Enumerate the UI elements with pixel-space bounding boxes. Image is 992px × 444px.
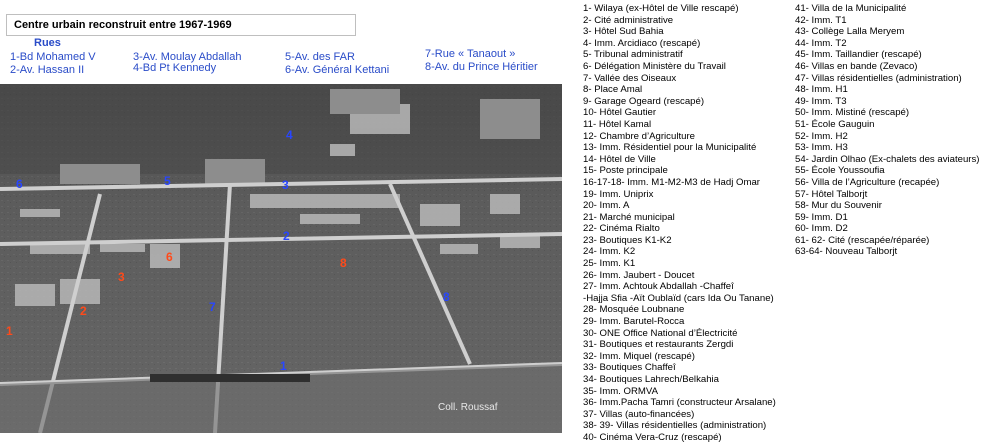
street-marker-1: 1	[280, 359, 287, 373]
street-marker-4: 4	[286, 128, 293, 142]
legend-item: 5- Tribunal administratif	[583, 49, 683, 61]
street-2: 2-Av. Hassan II	[10, 64, 85, 76]
legend-item: 31- Boutiques et restaurants Zergdi	[583, 339, 734, 351]
legend-item: 41- Villa de la Municipalité	[795, 3, 907, 14]
legend-item: 2- Cité administrative	[583, 14, 674, 26]
street-marker-8: 8	[443, 290, 450, 304]
marker-wilaya: 1	[6, 324, 13, 338]
legend-item: 55- École Youssoufia	[795, 165, 885, 177]
legend-item: 60- Imm. D2	[795, 223, 848, 235]
legend-item: 16-17-18- Imm. M1-M2-M3 de Hadj Omar	[583, 176, 760, 188]
legend-item: 58- Mur du Souvenir	[795, 200, 882, 212]
marker-place-amal: 8	[340, 256, 347, 270]
legend-item: 44- Imm. T2	[795, 37, 847, 49]
legend-item: 11- Hôtel Kamal	[583, 118, 652, 130]
legend-item: 15- Poste principale	[583, 165, 668, 177]
street-marker-7: 7	[209, 300, 216, 314]
street-7: 7-Rue « Tanaout »	[425, 48, 516, 60]
legend-item: 38- 39- Villas résidentielles (administration)	[583, 420, 767, 432]
legend-item: 56- Villa de l’Agriculture (recapée)	[795, 176, 940, 188]
legend-item: 43- Collège Lalla Meryem	[795, 26, 905, 38]
legend-item: 49- Imm. T3	[795, 95, 847, 107]
legend-item: 6- Délégation Ministère du Travail	[583, 60, 726, 72]
map-title: Centre urbain reconstruit entre 1967-1969	[6, 14, 356, 36]
legend-item: 57- Hôtel Talborjt	[795, 188, 868, 200]
legend-item: 12- Chambre d’Agriculture	[583, 130, 695, 142]
street-marker-5: 5	[164, 174, 171, 188]
legend-item: 35- Imm. ORMVA	[583, 385, 658, 397]
legend-item: 61- 62- Cité (rescapée/réparée)	[795, 234, 930, 246]
photo-credit: Coll. Roussaf	[438, 402, 498, 413]
legend-item: 53- Imm. H3	[795, 142, 848, 154]
legend-item: 32- Imm. Miquel (rescapé)	[583, 350, 695, 362]
legend-item: 42- Imm. T1	[795, 14, 847, 26]
legend-item: 48- Imm. H1	[795, 84, 848, 96]
legend-item: 52- Imm. H2	[795, 130, 848, 142]
legend-item: 50- Imm. Mistiné (rescapé)	[795, 107, 910, 119]
legend-item: 3- Hôtel Sud Bahia	[583, 26, 664, 38]
legend-item: 20- Imm. A	[583, 200, 630, 212]
legend-item: 54- Jardin Olhao (Ex-chalets des aviateurs)	[795, 153, 980, 165]
legend-item: 45- Imm. Taillandier (rescapé)	[795, 49, 922, 61]
legend-item: 47- Villas résidentielles (administration)	[795, 72, 962, 84]
legend-item: 10- Hôtel Gautier	[583, 107, 657, 119]
aerial-photo	[0, 84, 562, 433]
legend-item: 23- Boutiques K1-K2	[583, 234, 672, 246]
street-marker-6: 6	[16, 177, 23, 191]
street-marker-3: 3	[282, 178, 289, 192]
street-1: 1-Bd Mohamed V	[10, 51, 96, 63]
streets-heading: Rues	[34, 37, 61, 49]
legend-item: 59- Imm. D1	[795, 211, 848, 223]
legend-item: 9- Garage Ogeard (rescapé)	[583, 95, 705, 107]
legend-item: -Hajja Sfia -Aït Oublaïd (cars Ida Ou Tanane)	[583, 292, 774, 304]
legend-column-2	[795, 3, 980, 258]
street-4: 4-Bd Pt Kennedy	[133, 62, 217, 74]
marker-cite-administrative: 2	[80, 304, 87, 318]
street-5: 5-Av. des FAR	[285, 51, 355, 63]
legend-item: 27- Imm. Achtouk Abdallah -Chaffeî	[583, 281, 734, 293]
marker-hotel-sud-bahia: 3	[118, 270, 125, 284]
legend-item: 7- Vallée des Oiseaux	[583, 72, 677, 84]
legend-item: 63-64- Nouveau Talborjt	[795, 246, 898, 258]
legend-item: 22- Cinéma Rialto	[583, 223, 660, 235]
aerial-photo-drawing	[0, 84, 562, 433]
legend-item: 40- Cinéma Vera-Cruz (rescapé)	[583, 431, 722, 443]
legend-item: 13- Imm. Résidentiel pour la Municipalité	[583, 142, 757, 154]
street-6: 6-Av. Général Kettani	[285, 64, 390, 76]
legend-item: 1- Wilaya (ex-Hôtel de Ville rescapé)	[583, 3, 739, 14]
legend-column-1	[583, 3, 776, 444]
street-3: 3-Av. Moulay Abdallah	[133, 51, 242, 63]
legend-item: 28- Mosquée Loubnane	[583, 304, 685, 316]
legend-item: 8- Place Amal	[583, 84, 643, 96]
legend-item: 24- Imm. K2	[583, 246, 636, 258]
legend-item: 37- Villas (auto-financées)	[583, 408, 695, 420]
legend-item: 34- Boutiques Lahrech/Belkahia	[583, 374, 720, 385]
legend-item: 33- Boutiques Chaffeî	[583, 362, 676, 374]
legend-item: 21- Marché municipal	[583, 211, 675, 223]
legend-item: 26- Imm. Jaubert - Doucet	[583, 269, 695, 281]
legend-item: 29- Imm. Barutel-Rocca	[583, 316, 685, 328]
marker-tribunal: 6	[166, 250, 173, 264]
legend-item: 25- Imm. K1	[583, 258, 636, 270]
legend-item: 51- École Gauguin	[795, 118, 875, 130]
legend-item: 19- Imm. Uniprix	[583, 188, 654, 200]
street-8: 8-Av. du Prince Héritier	[425, 61, 538, 73]
legend-item: 30- ONE Office National d’Électricité	[583, 327, 738, 339]
legend-item: 46- Villas en bande (Zevaco)	[795, 60, 918, 72]
legend-item: 36- Imm.Pacha Tamri (constructeur Arsalane)	[583, 397, 776, 409]
street-marker-2: 2	[283, 229, 290, 243]
legend-item: 4- Imm. Arcidiaco (rescapé)	[583, 37, 701, 49]
legend-item: 14- Hôtel de Ville	[583, 153, 656, 165]
